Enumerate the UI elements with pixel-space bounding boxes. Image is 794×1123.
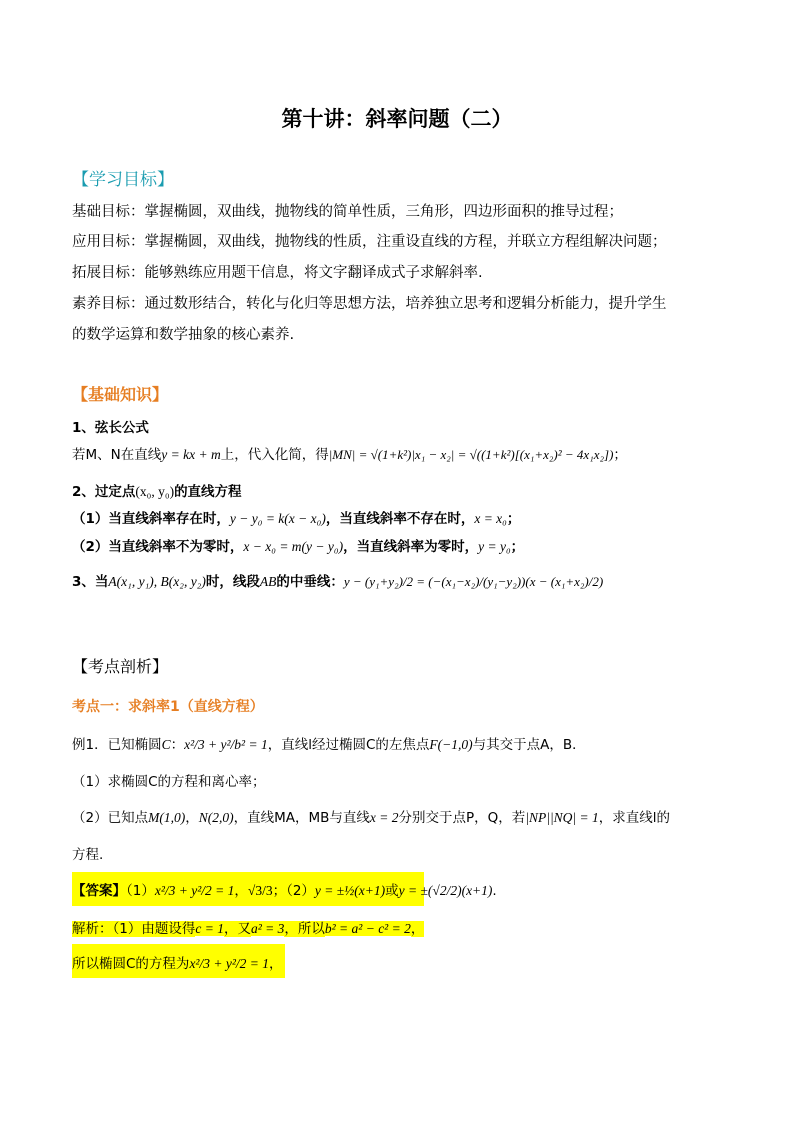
item2-l1-a: （1）当直线斜率存在时， [72, 511, 230, 527]
item2-title-a: 2、过定点 [72, 484, 136, 500]
ex-colon: ： [170, 737, 185, 753]
answer-eq2: y = ±½(x+1) [314, 883, 386, 898]
item1-text-b: 上，代入化简，得 [220, 447, 329, 463]
perpendicular-bisector-formula: y − (y₁+y₂)/2 = (−(x₁−x₂)/(y₁−y₂))(x − (x₁+x₂)/2) [343, 574, 604, 589]
sol2-eq: x²/3 + y²/2 = 1 [189, 956, 269, 971]
basics-heading: 【基础知识】 [72, 385, 169, 404]
item2-point: (x₀, y₀) [135, 484, 175, 499]
item1-title: 1、弦长公式 [72, 420, 149, 436]
item3-b: 时，线段 [205, 574, 260, 590]
question-1: （1）求椭圆C的方程和离心率； [72, 774, 266, 790]
q2-b: ， [185, 810, 199, 826]
question-2 [72, 806, 670, 826]
item3-ab: AB [259, 574, 277, 589]
item2-title-b: 的直线方程 [174, 484, 242, 500]
item3-a: 3、当 [72, 574, 109, 590]
sol1-c: c = 1 [195, 921, 224, 936]
q2-a: （2）已知点 [72, 810, 149, 826]
answer-p1: （1） [126, 883, 155, 899]
item2-l2-a: （2）当直线斜率不为零时， [72, 539, 244, 555]
page-title: 第十讲：斜率问题（二） [281, 107, 513, 131]
item2-line-2 [72, 535, 524, 555]
item3-points: A(x₁, y₁), B(x₂, y₂) [108, 574, 206, 589]
item2-l2-end: ； [510, 539, 525, 555]
sol2-a: 所以椭圆C的方程为 [72, 956, 190, 972]
chord-length-formula: |MN| = √(1+k²)|x₁ − x₂| = √((1+k²)[(x₁+x₂)² − 4x₁x₂]) [328, 447, 614, 462]
q2-e: ，求直线l的 [598, 810, 671, 826]
sol1-d: ，所以 [284, 921, 325, 937]
goal-line-3: 拓展目标：能够熟练应用题干信息，将文字翻译成式子求解斜率. [72, 265, 483, 281]
item1-text-a: 若M、N在直线 [72, 447, 162, 463]
sol1-b: ，又 [223, 921, 251, 937]
sol1-e: ， [410, 921, 425, 937]
q2-x: x = 2 [369, 810, 399, 825]
item2-l2-eq2: y = y₀ [478, 539, 511, 554]
analysis-heading: 【考点剖析】 [72, 657, 169, 676]
sol1-a2: a² = 3 [250, 921, 285, 936]
item2-l1-eq2: x = x₀ [474, 511, 507, 526]
sol1-a: 解析：（1）由题设得 [72, 921, 196, 937]
solution-line-2 [72, 944, 285, 978]
q2-m: M(1,0) [148, 810, 186, 825]
answer-eq1: x²/3 + y²/2 = 1 [154, 883, 235, 898]
goal-line-2: 应用目标：掌握椭圆，双曲线，抛物线的性质，注重设直线的方程，并联立方程组解决问题； [72, 234, 667, 250]
answer-label: 【答案】 [72, 883, 126, 899]
goals-heading: 【学习目标】 [72, 170, 174, 190]
item2-title [72, 480, 242, 500]
ex-d: 与其交于点A，B． [472, 737, 586, 753]
q2-n: N(2,0) [198, 810, 234, 825]
item2-line-1 [72, 507, 520, 527]
answer-box [72, 872, 497, 906]
question-2-cont: 方程. [72, 847, 104, 863]
solution-line-1 [72, 917, 424, 937]
q2-d: 分别交于点P，Q，若 [398, 810, 526, 826]
ellipse-equation: x²/3 + y²/b² = 1 [184, 737, 268, 752]
item2-l1-end: ； [506, 511, 521, 527]
ex-c: C [161, 737, 171, 752]
item3-line [72, 570, 603, 590]
goal-line-4: 素养目标：通过数形结合，转化与化归等思想方法，培养独立思考和逻辑分析能力，提升学生 [72, 296, 667, 312]
answer-end: . [492, 883, 497, 899]
sol1-b2: b² = a² − c² = 2 [324, 921, 411, 936]
ex-b: ，直线l经过椭圆C的左焦点 [267, 737, 430, 753]
ex-a: 例1．已知椭圆 [72, 737, 162, 753]
focus-point: F(−1,0) [429, 737, 473, 752]
answer-sep1: ， [234, 883, 248, 899]
answer-ecc: √3/3 [247, 883, 273, 898]
example-line [72, 733, 586, 753]
goal-line-1: 基础目标：掌握椭圆，双曲线，抛物线的简单性质，三角形，四边形面积的推导过程； [72, 204, 623, 220]
kaodian-title: 考点一：求斜率1（直线方程） [72, 699, 264, 715]
item1-eq: y = kx + m [161, 447, 221, 462]
item2-l1-b: ，当直线斜率不存在时， [325, 511, 475, 527]
q2-cond: |NP||NQ| = 1 [525, 810, 599, 825]
answer-eq3: y = ±(√2/2)(x+1) [398, 883, 493, 898]
q2-c: ，直线MA，MB与直线 [233, 810, 370, 826]
answer-sep2: ；（2） [272, 883, 315, 899]
answer-or: 或 [385, 883, 399, 899]
item2-l1-eq1: y − y₀ = k(x − x₀) [229, 511, 326, 526]
item2-l2-eq1: x − x₀ = m(y − y₀) [243, 539, 344, 554]
item3-c: 的中垂线： [276, 574, 344, 590]
item1-line [72, 443, 627, 463]
item2-l2-b: ，当直线斜率为零时， [343, 539, 479, 555]
goal-line-5: 的数学运算和数学抽象的核心素养. [72, 327, 295, 343]
sol2-b: ， [269, 956, 283, 972]
item1-end: ； [613, 447, 627, 463]
